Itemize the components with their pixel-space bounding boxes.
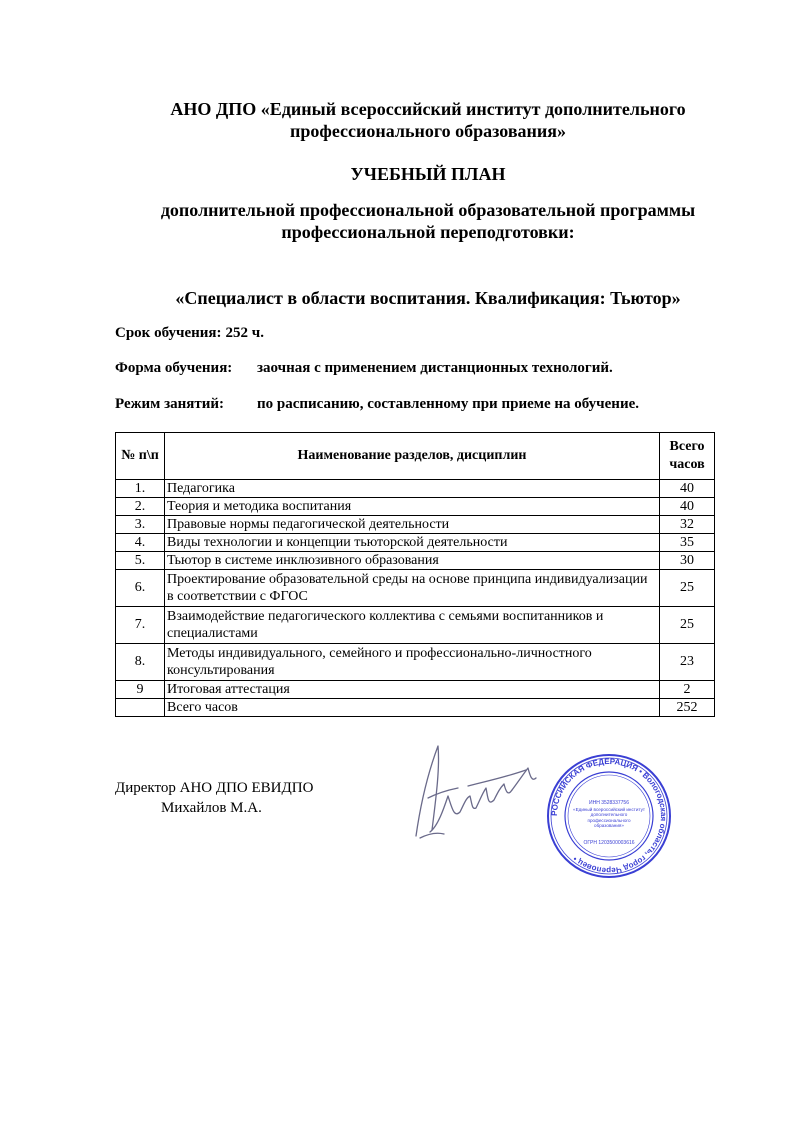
stamp-inner-text: «Единый всероссийский институт дополнительного профессионального образования» (573, 807, 645, 829)
duration-line (115, 325, 264, 342)
table-header-row (116, 433, 715, 480)
table-total-row (116, 699, 715, 717)
row-number: 2. (116, 498, 165, 516)
stamp-outer-text: РОССИЙСКАЯ ФЕДЕРАЦИЯ • Вологодская область, город Череповец • (549, 756, 669, 876)
stamp-inn: ИНН 3528337756 (588, 800, 630, 806)
table-row (116, 480, 715, 498)
stamp-ogrn: ОГРН 1203500003616 (583, 840, 635, 846)
mode-label: Режим занятий: (115, 396, 225, 412)
organization-name: АНО ДПО «Единый всероссийский институт дополнительного профессионального образования» (170, 99, 686, 141)
total-hours: 252 (660, 699, 715, 717)
column-header-number: № п\п (116, 433, 165, 480)
row-hours: 35 (660, 534, 715, 552)
table-row (116, 681, 715, 699)
row-hours: 25 (660, 570, 715, 607)
column-header-name: Наименование разделов, дисциплин (165, 433, 660, 480)
document-title: УЧЕБНЫЙ ПЛАН (350, 164, 506, 184)
column-header-total (660, 433, 715, 480)
form-line (115, 360, 613, 377)
total-label: Всего часов (165, 699, 660, 717)
row-hours: 40 (660, 480, 715, 498)
column-header-total-line1: Всего (669, 439, 705, 454)
row-hours: 32 (660, 516, 715, 534)
row-name: Правовые нормы педагогической деятельности (165, 516, 660, 534)
table-row (116, 644, 715, 681)
row-name: Теория и методика воспитания (165, 498, 660, 516)
row-name: Виды технологии и концепции тьюторской деятельности (165, 534, 660, 552)
row-name: Методы индивидуального, семейного и профессионально-личностного консультирования (165, 644, 660, 681)
row-hours: 30 (660, 552, 715, 570)
duration-label: Срок обучения: (115, 325, 222, 341)
form-value: заочная с применением дистанционных технологий. (257, 360, 613, 376)
curriculum-table (115, 432, 715, 717)
director-title: Директор АНО ДПО ЕВИДПО (115, 780, 314, 796)
row-hours: 2 (660, 681, 715, 699)
table-row (116, 607, 715, 644)
row-hours: 25 (660, 607, 715, 644)
row-number: 4. (116, 534, 165, 552)
total-row-number (116, 699, 165, 717)
table-row (116, 498, 715, 516)
row-name: Итоговая аттестация (165, 681, 660, 699)
row-number: 9 (116, 681, 165, 699)
director-name: Михайлов М.А. (161, 800, 262, 816)
row-name: Педагогика (165, 480, 660, 498)
table-row (116, 516, 715, 534)
official-stamp (545, 752, 673, 880)
column-header-total-line2: часов (669, 457, 705, 472)
row-number: 3. (116, 516, 165, 534)
table-row (116, 570, 715, 607)
director-block (115, 778, 313, 818)
duration-value: 252 ч. (225, 325, 264, 341)
document-subtitle: дополнительной профессиональной образовательной программы профессиональной переподготовки: (160, 200, 696, 242)
row-number: 1. (116, 480, 165, 498)
program-name: «Специалист в области воспитания. Квалификация: Тьютор» (175, 288, 681, 308)
row-name: Проектирование образовательной среды на основе принципа индивидуализации в соответствии с ФГОС (165, 570, 660, 607)
row-number: 8. (116, 644, 165, 681)
row-number: 5. (116, 552, 165, 570)
row-number: 7. (116, 607, 165, 644)
form-label: Форма обучения: (115, 360, 233, 376)
table-row (116, 534, 715, 552)
mode-line (115, 396, 639, 413)
row-number: 6. (116, 570, 165, 607)
signature-image (408, 738, 543, 843)
row-hours: 23 (660, 644, 715, 681)
table-row (116, 552, 715, 570)
row-name: Взаимодействие педагогического коллектива с семьями воспитанников и специалистами (165, 607, 660, 644)
mode-value: по расписанию, составленному при приеме на обучение. (257, 396, 639, 412)
row-hours: 40 (660, 498, 715, 516)
row-name: Тьютор в системе инклюзивного образования (165, 552, 660, 570)
